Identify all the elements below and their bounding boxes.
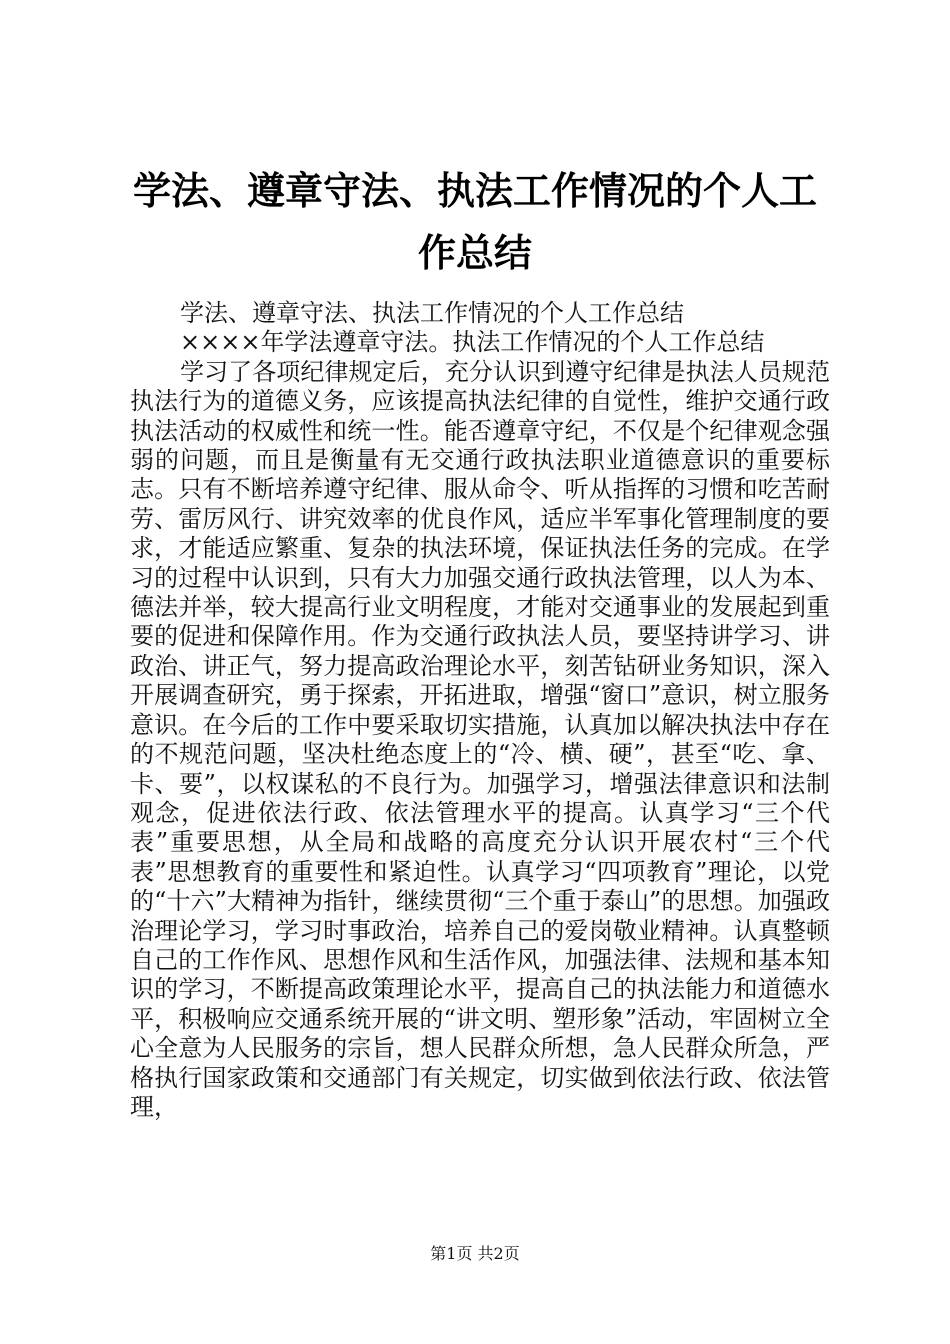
body-paragraph-main: 学习了各项纪律规定后，充分认识到遵守纪律是执法人员规范执法行为的道德义务，应该提高执法纪律的自觉性，维护交通行政执法活动的权威性和统一性。能否遵章守纪，不仅是个纪律观念强弱的问题，而且是衡量有无交通行政执法职业道德意识的重要标志。只有不断培养遵守纪律、服从命令、听从指挥的习惯和吃苦耐劳、雷厉风行、讲究效率的优良作风，适应半军事化管理制度的要求，才能适应繁重、复杂的执法环境，保证执法任务的完成。在学习的过程中认识到，只有大力加强交通行政执法管理，以人为本、德法并举，较大提高行业文明程度，才能对交通事业的发展起到重要的促进和保障作用。作为交通行政执法人员，要坚持讲学习、讲政治、讲正气，努力提高政治理论水平，刻苦钻研业务知识，深入开展调查研究，勇于探索，开拓进取，增强“窗口”意识，树立服务意识。在今后的工作中要采取切实措施，认真加以解决执法中存在的不规范问题，坚决杜绝态度上的“冷、横、硬”，甚至“吃、拿、卡、要”，以权谋私的不良行为。加强学习，增强法律意识和法制观念，促进依法行政、依法管理水平的提高。认真学习“三个代表”重要思想，从全局和战略的高度充分认识开展农村“三个代表”思想教育的重要性和紧迫性。认真学习“四项教育”理论，以党的“十六”大精神为指针，继续贯彻“三个重于泰山”的思想。加强政治理论学习，学习时事政治，培养自己的爱岗敬业精神。认真整顿自己的工作作风、思想作风和生活作风，加强法律、法规和基本知识的学习，不断提高政策理论水平，提高自己的执法能力和道德水平，积极响应交通系统开展的“讲文明、塑形象”活动，牢固树立全心全意为人民服务的宗旨，想人民群众所想，急人民群众所急，严格执行国家政策和交通部门有关规定，切实做到依法行政、依法管理，	[130, 357, 830, 1121]
page-footer: 第1页 共2页	[430, 1244, 520, 1263]
body-paragraph-subheading: ××××年学法遵章守法。执法工作情况的个人工作总结	[180, 328, 765, 357]
document-body	[130, 299, 830, 1122]
document-title: 学法、遵章守法、执法工作情况的个人工作总结	[132, 168, 817, 275]
body-paragraph-heading: 学法、遵章守法、执法工作情况的个人工作总结	[180, 299, 684, 327]
